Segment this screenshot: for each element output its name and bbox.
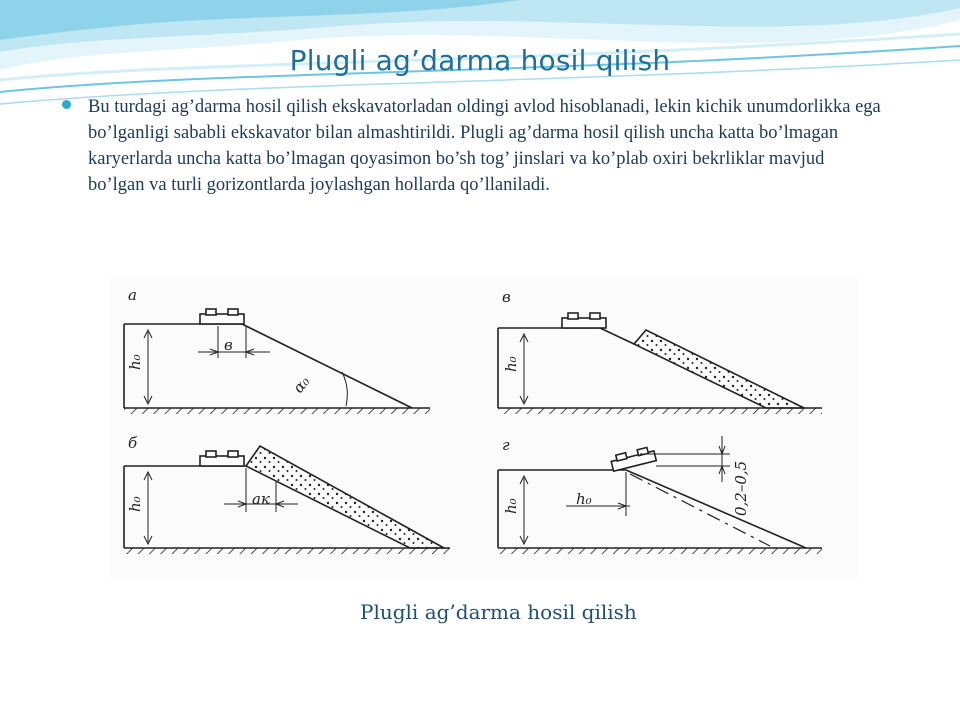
panel-a [124,309,430,414]
panel-g-label: г [502,436,510,454]
dump-formation-diagram [110,276,858,580]
bullet-text: Bu turdagi ag’darma hosil qilish ekskavatorladan oldingi avlod hisoblanadi, lekin kichik unumdorlikka ega bo’lganligi sababli ekskavator bilan almashtirildi. Plugli ag’darma hosil qilish uncha katta bo’lmagan karyerlarda uncha katta bo’lmagan qoyasimon bo’sh tog’ jinslari va ko’plab oxiri bekrliklar mavjud bo’lgan va turli gorizontlarda joylashgan hollarda qo’llaniladi. [88,97,881,195]
panel-b-height: h₀ [126,496,144,512]
panel-a-width: в [224,336,233,354]
panel-g-height: h₀ [502,498,520,514]
panel-v-height: h₀ [502,356,520,372]
panel-v [498,313,822,414]
panel-b-offset: aк [252,490,270,508]
panel-b [124,446,450,554]
panel-b-label: б [128,434,138,452]
figure-caption: Plugli ag’darma hosil qilish [360,600,637,624]
panel-g-range: 0,2–0,5 [732,460,750,516]
slide-title: Plugli ag’darma hosil qilish [289,44,671,77]
panel-a-angle: α₀ [289,372,314,397]
panel-a-label: а [128,286,137,304]
panel-v-label: в [502,288,511,306]
panel-g [498,436,822,554]
panel-g-offset: h₀ [576,490,592,508]
bullet-icon [62,100,71,109]
panel-a-height: h₀ [126,354,144,370]
bullet-point [62,94,882,198]
